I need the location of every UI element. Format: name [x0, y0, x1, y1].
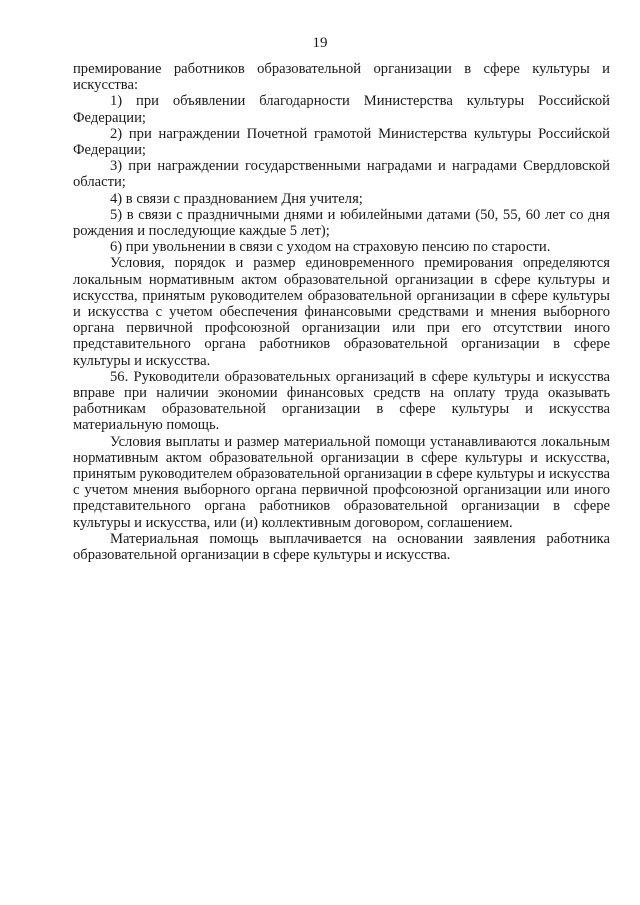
paragraph-aid-application: Материальная помощь выплачивается на основании заявления работника образовательной организации в сфере культуры и искусства.: [73, 530, 610, 564]
paragraph-bonus-conditions: Условия, порядок и размер единовременного премирования определяются локальным нормативным актом образовательной организации в сфере культуры и искусства, принятым руководителем образовательной организации в сфере культуры и искусства с учетом обеспечения финансовыми средствами и мнения выборного органа первичной профсоюзной организации или при его отсутствии иного представительного органа работников образовательной организации в сфере культуры и искусства.: [73, 255, 610, 369]
list-item: 5) в связи с праздничными днями и юбилейными датами (50, 55, 60 лет со дня рождения и последующие каждые 5 лет);: [73, 206, 610, 240]
page-number: 19: [312, 35, 328, 51]
list-item: 6) при увольнении в связи с уходом на страховую пенсию по старости.: [110, 239, 551, 256]
list-item: 3) при награждении государственными наградами и наградами Свердловской области;: [73, 158, 610, 191]
document-body: [73, 61, 610, 563]
paragraph-intro: премирование работников образовательной организации в сфере культуры и искусства:: [73, 61, 610, 94]
paragraph-clause-56: 56. Руководители образовательных организаций в сфере культуры и искусства вправе при наличии экономии финансовых средств на оплату труда оказывать работникам образовательной организации в сфере культуры и искусства материальную помощь.: [73, 368, 610, 434]
list-item: 2) при награждении Почетной грамотой Министерства культуры Российской Федерации;: [73, 125, 610, 159]
paragraph-aid-conditions: Условия выплаты и размер материальной помощи устанавливаются локальным нормативным актом образовательной организации в сфере культуры и искусства, принятым руководителем образовательной организации в сфере культуры и искусства с учетом мнения выборного органа первичной профсоюзной организации или иного представительного органа работников образовательной организации в сфере культуры и искусства, или (и) коллективным договором, соглашением.: [73, 433, 610, 531]
list-item: 1) при объявлении благодарности Министерства культуры Российской Федерации;: [73, 93, 610, 126]
list-item: 4) в связи с празднованием Дня учителя;: [110, 190, 363, 207]
